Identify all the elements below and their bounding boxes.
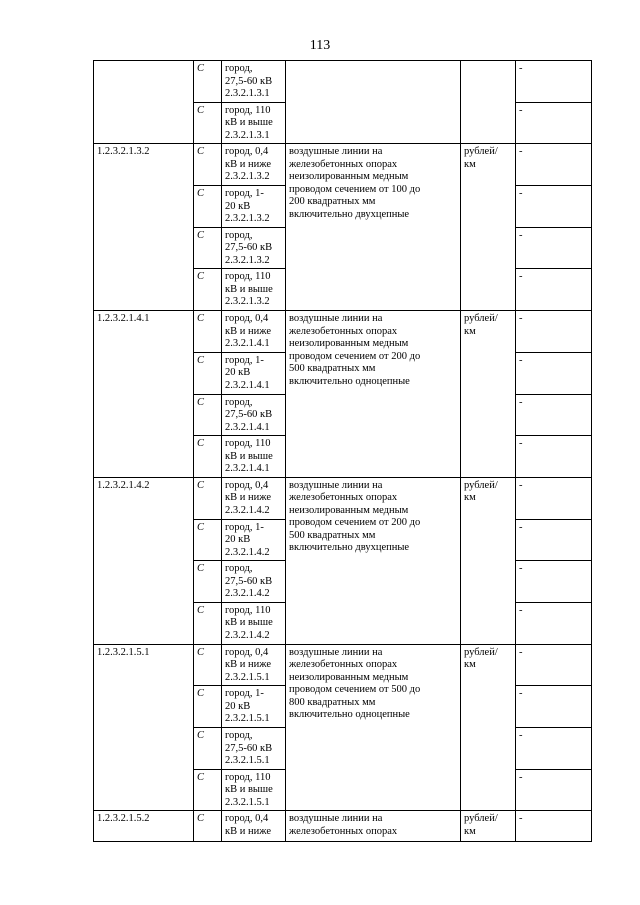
voltage-class-cell — [222, 728, 286, 770]
voltage-class-line: город, — [225, 730, 253, 741]
unit-cell — [461, 477, 516, 644]
voltage-class-line: город, 110 — [225, 271, 271, 283]
rate-value-cell: - — [516, 227, 592, 269]
voltage-class-line: 2.3.2.1.5.1 — [225, 671, 270, 683]
voltage-class-cell — [222, 61, 286, 103]
unit-line: рублей/ — [464, 146, 498, 158]
description-line: воздушные линии на — [289, 646, 383, 658]
rate-mark-cell: С — [194, 436, 222, 478]
rate-mark-cell: С — [194, 144, 222, 186]
description-line: включительно двухцепные — [289, 542, 410, 554]
voltage-class-cell — [222, 769, 286, 811]
voltage-class-line: 27,5-60 кВ — [225, 409, 273, 420]
description-line: железобетонных опорах — [289, 158, 398, 170]
description-line: воздушные линии на — [289, 479, 383, 491]
rate-mark-cell: С — [194, 394, 222, 436]
unit-line: км — [464, 325, 476, 337]
voltage-class-line: кВ и ниже — [225, 158, 271, 170]
rate-value-cell: - — [516, 561, 592, 603]
voltage-class-line: город, 1- — [225, 521, 264, 533]
rate-mark-cell: С — [194, 769, 222, 811]
voltage-class-line: город, 1- — [225, 688, 264, 700]
voltage-class-line: 20 кВ — [225, 367, 251, 379]
voltage-class-line: кВ и выше — [225, 117, 273, 129]
voltage-class-line: город, 0,4 — [225, 646, 269, 658]
rate-value-cell: - — [516, 686, 592, 728]
unit-line: рублей/ — [464, 313, 498, 325]
unit-line: км — [464, 659, 476, 671]
rate-mark-cell: С — [194, 61, 222, 103]
voltage-class-line: 2.3.2.1.5.1 — [225, 796, 270, 808]
voltage-class-cell — [222, 436, 286, 478]
rate-value-cell: - — [516, 269, 592, 311]
item-code-cell: 1.2.3.2.1.5.2 — [94, 811, 194, 842]
rate-mark-cell: С — [194, 561, 222, 603]
voltage-class-cell — [222, 602, 286, 644]
unit-line: рублей/ — [464, 646, 498, 658]
description-line: проводом сечением от 500 до — [289, 684, 421, 696]
description-line: железобетонных опорах — [289, 659, 398, 671]
voltage-class-line: 20 кВ — [225, 700, 251, 712]
voltage-class-line: 27,5-60 кВ — [225, 575, 273, 587]
description-line: воздушные линии на — [289, 813, 383, 825]
item-code-cell: 1.2.3.2.1.4.1 — [94, 311, 194, 478]
rate-value-cell: - — [516, 436, 592, 478]
voltage-class-line: город, 110 — [225, 771, 271, 783]
description-line: проводом сечением от 100 до — [289, 183, 421, 195]
voltage-class-line: город, — [225, 229, 253, 241]
voltage-class-line: кВ и ниже — [225, 492, 271, 504]
voltage-class-cell — [222, 227, 286, 269]
voltage-class-line: кВ и ниже — [225, 825, 271, 837]
rate-value-cell: - — [516, 394, 592, 436]
item-code-cell: 1.2.3.2.1.4.2 — [94, 477, 194, 644]
voltage-class-line: 2.3.2.1.4.2 — [225, 588, 270, 600]
unit-cell — [461, 61, 516, 144]
voltage-class-line: 2.3.2.1.5.1 — [225, 755, 270, 766]
voltage-class-line: кВ и ниже — [225, 325, 271, 337]
item-code-cell: 1.2.3.2.1.3.2 — [94, 144, 194, 311]
voltage-class-line: 2.3.2.1.4.1 — [225, 463, 270, 475]
voltage-class-cell — [222, 519, 286, 561]
voltage-class-line: город, — [225, 63, 253, 74]
voltage-class-cell — [222, 561, 286, 603]
voltage-class-cell — [222, 144, 286, 186]
unit-cell — [461, 811, 516, 842]
voltage-class-cell — [222, 311, 286, 353]
rate-mark-cell: С — [194, 686, 222, 728]
voltage-class-cell — [222, 811, 286, 842]
description-line: неизолированным медным — [289, 338, 409, 350]
description-line: неизолированным медным — [289, 671, 409, 683]
voltage-class-line: город, 0,4 — [225, 813, 269, 825]
unit-line: км — [464, 825, 476, 837]
table-row — [94, 144, 592, 186]
unit-line: рублей/ — [464, 813, 498, 825]
voltage-class-line: город, 110 — [225, 438, 271, 450]
voltage-class-line: 2.3.2.1.3.2 — [225, 296, 270, 308]
rate-value-cell: - — [516, 602, 592, 644]
voltage-class-line: 2.3.2.1.3.2 — [225, 213, 270, 225]
line-description-cell — [286, 644, 461, 811]
description-line: включительно одноцепные — [289, 375, 410, 387]
rate-value-cell: - — [516, 519, 592, 561]
unit-cell — [461, 144, 516, 311]
rate-value-cell: - — [516, 61, 592, 103]
voltage-class-line: кВ и выше — [225, 283, 273, 295]
table-row — [94, 477, 592, 519]
voltage-class-line: 2.3.2.1.4.2 — [225, 629, 270, 641]
voltage-class-line: город, 110 — [225, 104, 271, 116]
rate-value-cell: - — [516, 311, 592, 353]
voltage-class-cell — [222, 686, 286, 728]
rate-mark-cell: С — [194, 186, 222, 228]
rate-mark-cell: С — [194, 227, 222, 269]
voltage-class-line: 27,5-60 кВ — [225, 242, 273, 254]
tariff-table — [93, 60, 592, 842]
rate-value-cell: - — [516, 352, 592, 394]
rate-mark-cell: С — [194, 811, 222, 842]
rate-mark-cell: С — [194, 269, 222, 311]
voltage-class-line: 2.3.2.1.3.1 — [225, 88, 270, 99]
voltage-class-line: город, 1- — [225, 354, 264, 366]
table-row — [94, 811, 592, 842]
voltage-class-line: 2.3.2.1.3.2 — [225, 254, 270, 266]
voltage-class-cell — [222, 186, 286, 228]
rate-value-cell: - — [516, 102, 592, 144]
rate-mark-cell: С — [194, 644, 222, 686]
item-code-cell — [94, 61, 194, 144]
voltage-class-line: город, 110 — [225, 604, 271, 616]
description-line: включительно двухцепные — [289, 208, 410, 220]
voltage-class-line: 2.3.2.1.3.2 — [225, 171, 270, 183]
line-description-cell — [286, 144, 461, 311]
rate-value-cell: - — [516, 186, 592, 228]
unit-line: рублей/ — [464, 479, 498, 491]
rate-value-cell: - — [516, 769, 592, 811]
description-line: 500 квадратных мм — [289, 363, 376, 375]
voltage-class-line: город, — [225, 396, 253, 408]
description-line: железобетонных опорах — [289, 492, 398, 504]
description-line: проводом сечением от 200 до — [289, 517, 421, 529]
rate-mark-cell: С — [194, 311, 222, 353]
voltage-class-line: город, — [225, 563, 253, 575]
rate-value-cell: - — [516, 477, 592, 519]
voltage-class-line: город, 1- — [225, 188, 264, 200]
item-code-cell: 1.2.3.2.1.5.1 — [94, 644, 194, 811]
voltage-class-line: 2.3.2.1.4.1 — [225, 421, 270, 433]
line-description-cell — [286, 311, 461, 478]
voltage-class-cell — [222, 102, 286, 144]
unit-line: км — [464, 492, 476, 504]
unit-line: км — [464, 158, 476, 170]
voltage-class-line: 2.3.2.1.4.2 — [225, 546, 270, 558]
description-line: 800 квадратных мм — [289, 696, 376, 708]
rate-mark-cell: С — [194, 602, 222, 644]
voltage-class-line: 2.3.2.1.4.1 — [225, 338, 270, 350]
page-number: 113 — [309, 38, 331, 53]
description-line: воздушные линии на — [289, 146, 383, 158]
table-body — [94, 61, 592, 842]
description-line: железобетонных опорах — [289, 825, 398, 837]
unit-cell — [461, 311, 516, 478]
voltage-class-line: город, 0,4 — [225, 313, 269, 325]
rate-mark-cell: С — [194, 352, 222, 394]
rate-value-cell: - — [516, 644, 592, 686]
description-line: проводом сечением от 200 до — [289, 350, 421, 362]
rate-value-cell: - — [516, 144, 592, 186]
description-line: 500 квадратных мм — [289, 529, 376, 541]
voltage-class-line: кВ и выше — [225, 784, 273, 796]
rate-mark-cell: С — [194, 728, 222, 770]
voltage-class-cell — [222, 477, 286, 519]
voltage-class-line: 27,5-60 кВ — [225, 742, 273, 754]
voltage-class-cell — [222, 644, 286, 686]
voltage-class-line: 2.3.2.1.4.2 — [225, 504, 270, 516]
voltage-class-line: 2.3.2.1.3.1 — [225, 129, 270, 141]
line-description-cell — [286, 61, 461, 144]
voltage-class-line: город, 0,4 — [225, 146, 269, 158]
voltage-class-line: кВ и выше — [225, 617, 273, 629]
table-row — [94, 644, 592, 686]
voltage-class-cell — [222, 269, 286, 311]
rate-value-cell: - — [516, 728, 592, 770]
voltage-class-cell — [222, 352, 286, 394]
voltage-class-line: 2.3.2.1.4.1 — [225, 379, 270, 391]
voltage-class-line: кВ и ниже — [225, 659, 271, 671]
table-row — [94, 311, 592, 353]
voltage-class-line: город, 0,4 — [225, 479, 269, 491]
voltage-class-line: 20 кВ — [225, 534, 251, 546]
description-line: железобетонных опорах — [289, 325, 398, 337]
description-line: воздушные линии на — [289, 313, 383, 325]
voltage-class-line: 20 кВ — [225, 200, 251, 212]
description-line: неизолированным медным — [289, 504, 409, 516]
table-row — [94, 61, 592, 103]
description-line: включительно одноцепные — [289, 709, 410, 721]
unit-cell — [461, 644, 516, 811]
voltage-class-line: 2.3.2.1.5.1 — [225, 713, 270, 725]
rate-value-cell: - — [516, 811, 592, 842]
description-line: неизолированным медным — [289, 171, 409, 183]
description-line: 200 квадратных мм — [289, 196, 376, 208]
rate-mark-cell: С — [194, 519, 222, 561]
line-description-cell — [286, 477, 461, 644]
voltage-class-line: 27,5-60 кВ — [225, 75, 273, 87]
voltage-class-cell — [222, 394, 286, 436]
voltage-class-line: кВ и выше — [225, 450, 273, 462]
rate-mark-cell: С — [194, 477, 222, 519]
rate-mark-cell: С — [194, 102, 222, 144]
line-description-cell — [286, 811, 461, 842]
